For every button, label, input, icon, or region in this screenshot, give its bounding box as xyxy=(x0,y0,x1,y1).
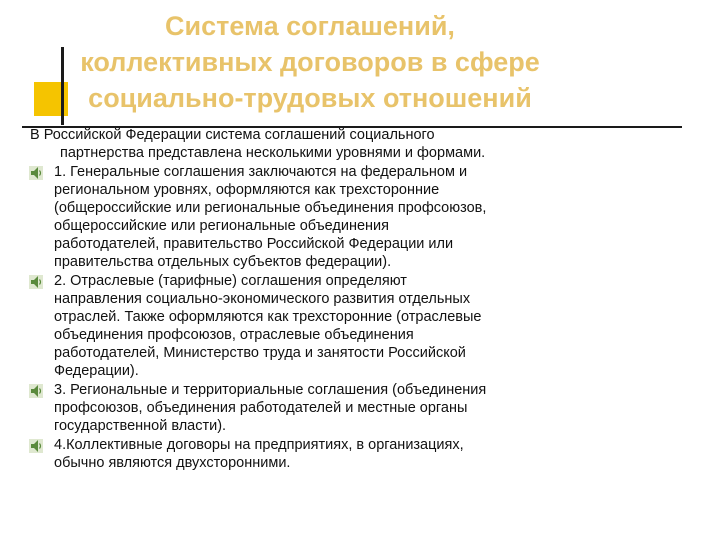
item-line: отраслей. Также оформляются как трехсторонние (отраслевые xyxy=(54,309,482,325)
list-item xyxy=(28,163,608,271)
title-line: социально-трудовых отношений xyxy=(88,83,532,113)
item-line: обычно являются двухсторонними. xyxy=(54,455,291,471)
slide-title xyxy=(30,8,590,116)
item-line: правительства отдельных субъектов федерации). xyxy=(54,254,392,270)
list-item xyxy=(28,381,608,435)
title-line: коллективных договоров в сфере xyxy=(80,47,540,77)
intro-paragraph xyxy=(30,126,590,162)
item-line: профсоюзов, объединения работодателей и местные органы xyxy=(54,400,468,416)
sound-icon xyxy=(29,384,43,398)
sound-icon xyxy=(29,275,43,289)
item-line: работодателей, правительство Российской Федерации или xyxy=(54,236,454,252)
item-line: государственной власти). xyxy=(54,418,227,434)
sound-icon xyxy=(29,439,43,453)
sound-icon xyxy=(29,166,43,180)
item-line: направления социально-экономического развития отдельных xyxy=(54,291,471,307)
item-line: (общероссийские или региональные объединения профсоюзов, xyxy=(54,200,487,216)
list-item xyxy=(28,436,608,472)
item-line: общероссийские или региональные объединения xyxy=(54,218,389,234)
bullet-list xyxy=(28,163,608,472)
item-line: объединения профсоюзов, отраслевые объединения xyxy=(54,327,414,343)
item-line: 4.Коллективные договоры на предприятиях, в организациях, xyxy=(54,437,464,453)
list-item xyxy=(28,272,608,380)
title-line: Система соглашений, xyxy=(165,11,455,41)
intro-line: партнерства представлена несколькими уровнями и формами. xyxy=(60,145,486,161)
item-line: Федерации). xyxy=(54,363,139,379)
item-line: региональном уровнях, оформляются как трехсторонние xyxy=(54,182,440,198)
item-line: 1. Генеральные соглашения заключаются на федеральном и xyxy=(54,164,468,180)
item-line: 2. Отраслевые (тарифные) соглашения определяют xyxy=(54,273,407,289)
item-line: 3. Региональные и территориальные соглашения (объединения xyxy=(54,382,487,398)
item-line: работодателей, Министерство труда и занятости Российской xyxy=(54,345,466,361)
intro-line: В Российской Федерации система соглашений социального xyxy=(30,127,435,143)
